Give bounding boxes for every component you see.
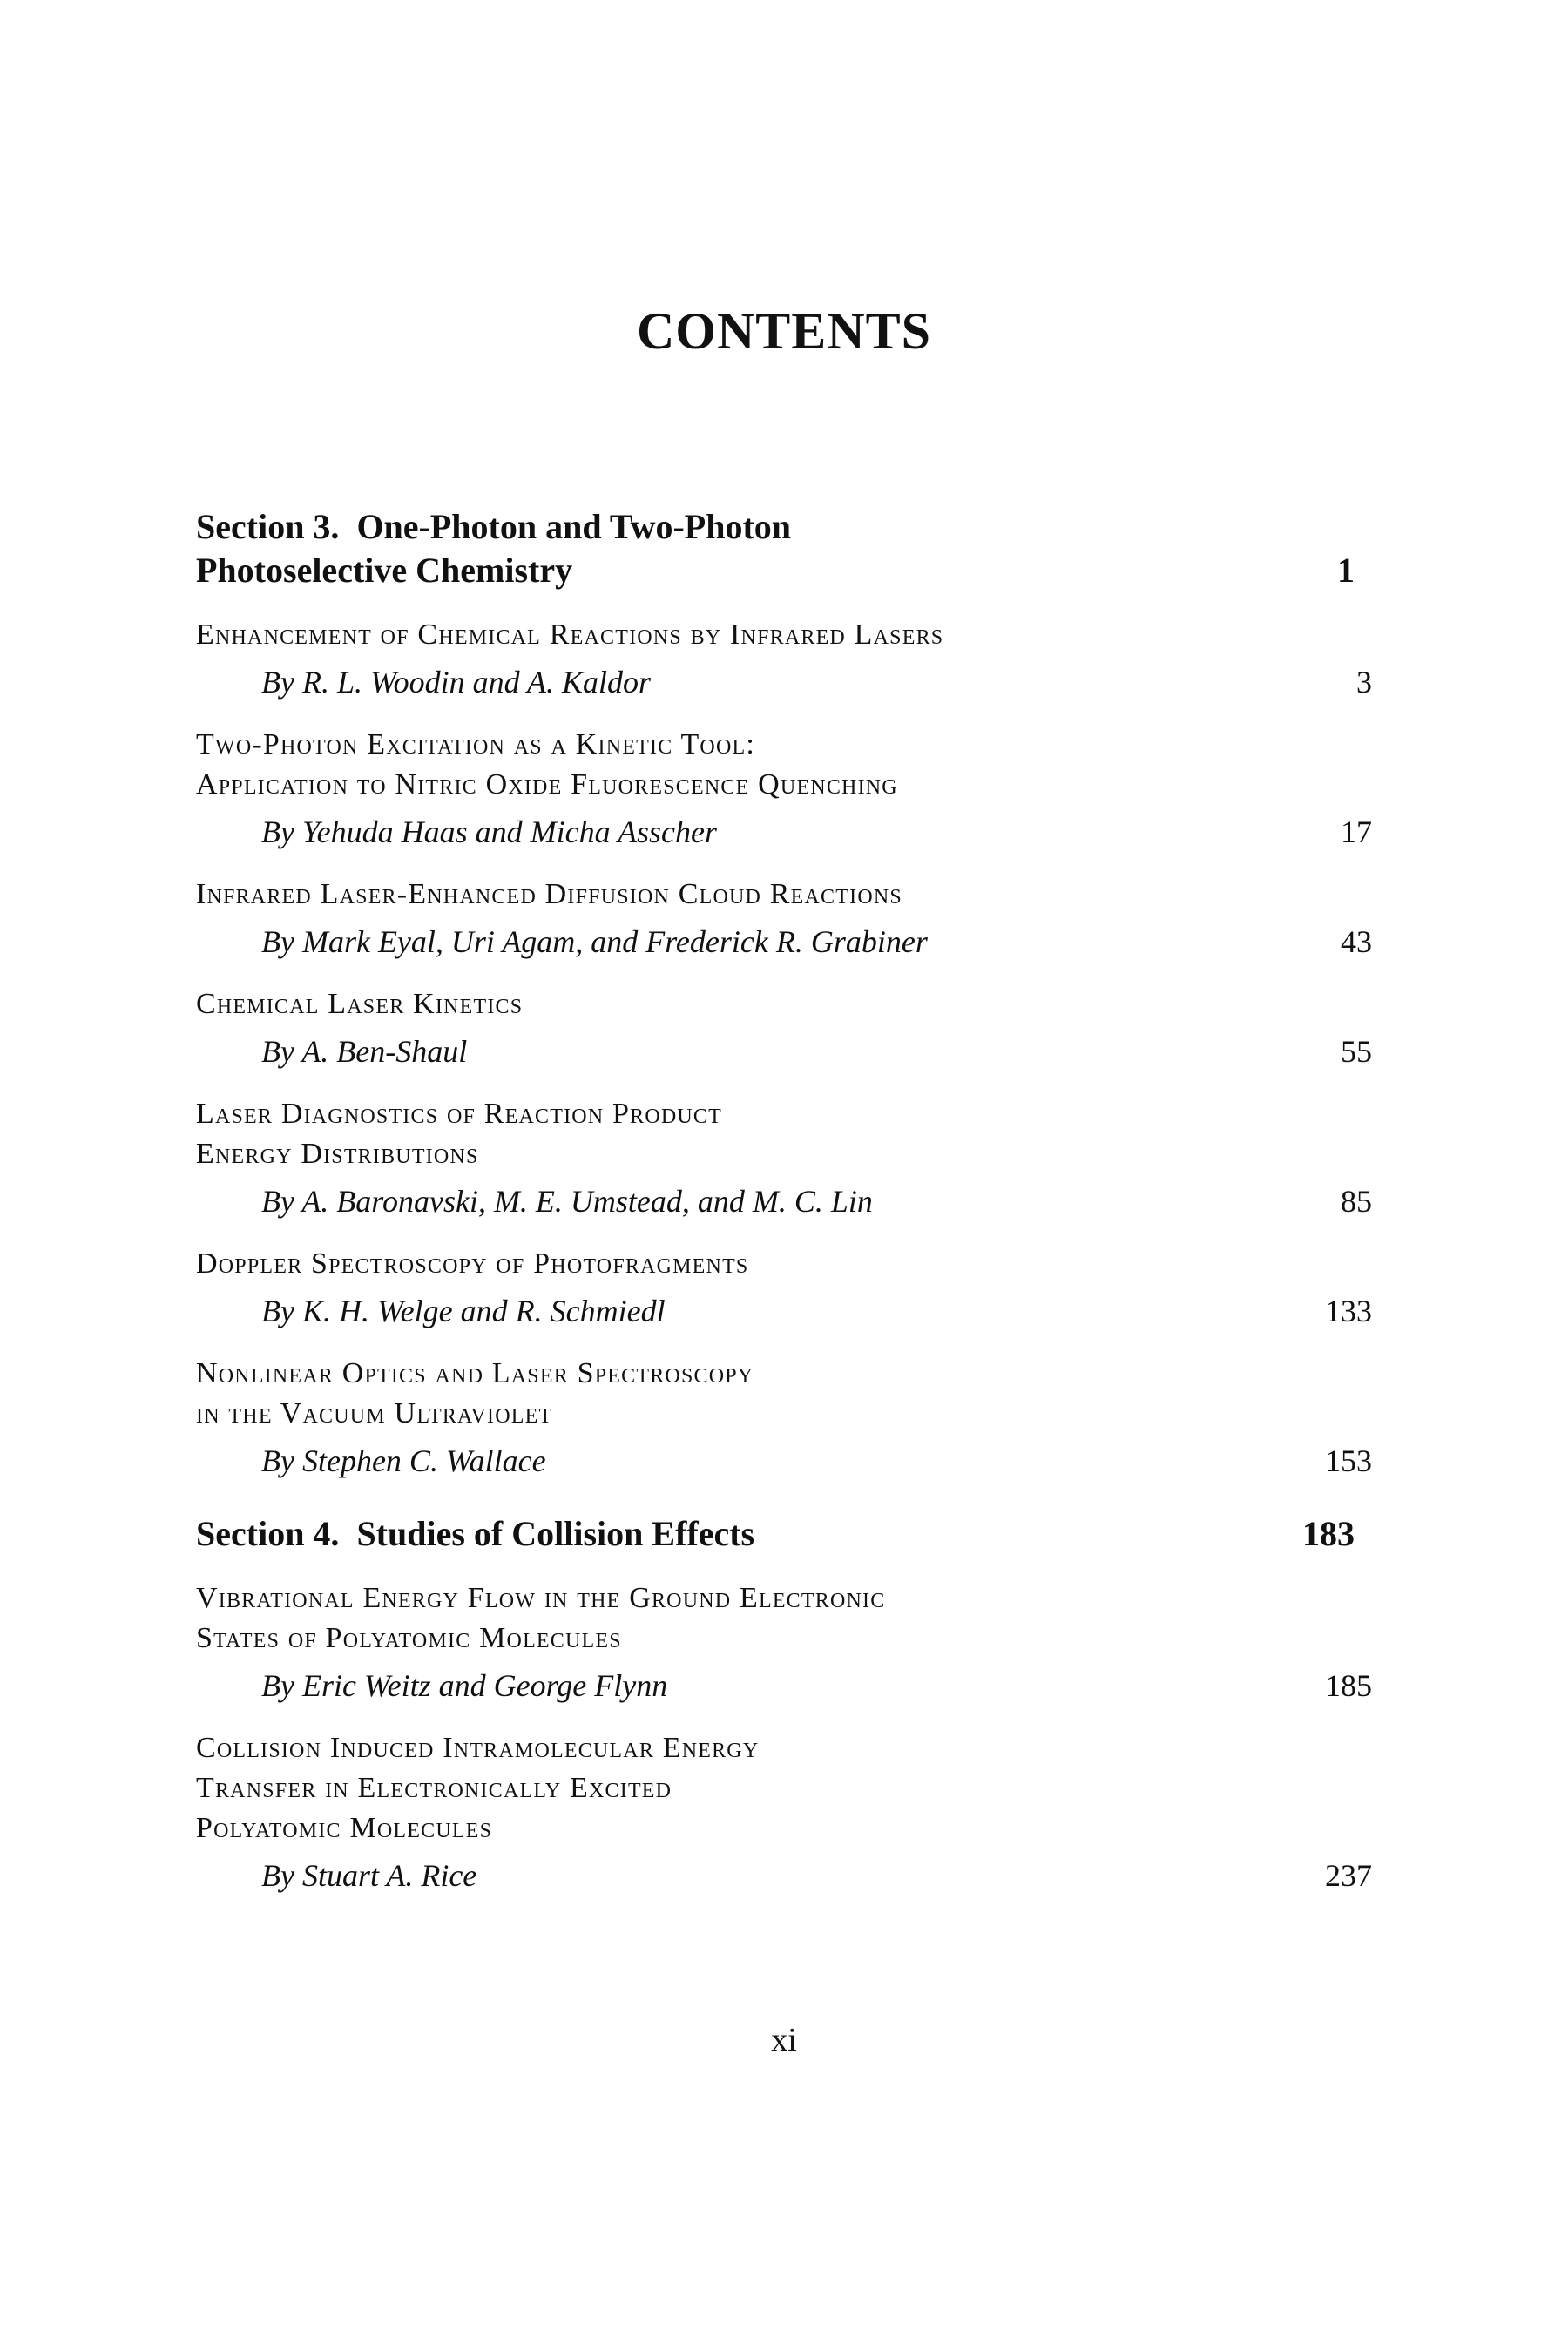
entry-title: Laser Diagnostics of Reaction Product Energy Distributions [196,1098,723,1170]
entry-byline [196,1181,1372,1221]
page-title: CONTENTS [636,302,932,360]
table-of-contents [196,505,1372,1896]
entry-authors: By Mark Eyal, Uri Agam, and Frederick R. Grabiner [261,924,928,959]
section-title-line: Studies of Collision Effects [356,1514,755,1553]
entry-page-number: 55 [1341,1034,1372,1069]
toc-entry [196,1728,1372,1896]
entry-authors: By Stephen C. Wallace [261,1443,546,1478]
entry-title: Vibrational Energy Flow in the Ground Electronic States of Polyatomic Molecules [196,1582,886,1654]
toc-entry [196,725,1372,852]
entry-byline [196,1855,1372,1896]
entry-authors: By A. Ben-Shaul [261,1034,468,1069]
entry-title: Doppler Spectroscopy of Photofragments [196,1247,749,1280]
entry-byline [196,922,1372,962]
toc-entry [196,984,1372,1071]
section-page-number: 183 [1302,1514,1355,1553]
toc-entry [196,1578,1372,1706]
section-title-line: Photoselective Chemistry [196,551,573,590]
entry-page-number: 133 [1325,1294,1372,1328]
entry-authors: By K. H. Welge and R. Schmiedl [261,1294,666,1328]
entry-page-number: 185 [1325,1668,1372,1703]
entry-page-number: 237 [1325,1858,1372,1893]
entry-page-number: 17 [1341,814,1372,849]
entry-authors: By Eric Weitz and George Flynn [261,1668,668,1703]
entry-title: Enhancement of Chemical Reactions by Infrared Lasers [196,618,944,651]
toc-entry [196,615,1372,702]
entry-byline [196,812,1372,852]
entry-title: Chemical Laser Kinetics [196,988,524,1020]
entry-authors: By Yehuda Haas and Micha Asscher [261,814,717,849]
entry-title: Two-Photon Excitation as a Kinetic Tool: Application to Nitric Oxide Fluorescence Quenching [196,728,898,801]
section-heading [196,505,1372,592]
toc-entry [196,1094,1372,1221]
entry-authors: By A. Baronavski, M. E. Umstead, and M. C. Lin [261,1184,873,1219]
entry-page-number: 153 [1325,1443,1372,1478]
toc-entry [196,875,1372,962]
entry-title: Nonlinear Optics and Laser Spectroscopy in the Vacuum Ultraviolet [196,1357,754,1429]
entry-page-number: 43 [1341,924,1372,959]
entry-byline [196,662,1372,702]
section-title-line: One-Photon and Two-Photon [356,507,792,546]
section-page-number: 1 [1337,551,1355,590]
entry-byline [196,1031,1372,1071]
entry-page-number: 85 [1341,1184,1372,1219]
section-label: Section 4. [196,1514,340,1553]
section-title [196,1512,754,1556]
page-folio: xi [771,2022,797,2058]
entry-title: Collision Induced Intramolecular Energy Transfer in Electronically Excited Polyatomic Molecules [196,1732,760,1844]
entry-page-number: 3 [1356,665,1372,700]
entry-byline [196,1441,1372,1481]
toc-entry [196,1244,1372,1331]
entry-authors: By R. L. Woodin and A. Kaldor [261,665,652,700]
entry-byline [196,1666,1372,1706]
section-title [196,505,791,592]
entry-authors: By Stuart A. Rice [261,1858,477,1893]
entry-title: Infrared Laser-Enhanced Diffusion Cloud Reactions [196,878,902,910]
entry-byline [196,1291,1372,1331]
toc-entry [196,1354,1372,1481]
section-heading [196,1512,1372,1556]
section-label: Section 3. [196,507,340,546]
